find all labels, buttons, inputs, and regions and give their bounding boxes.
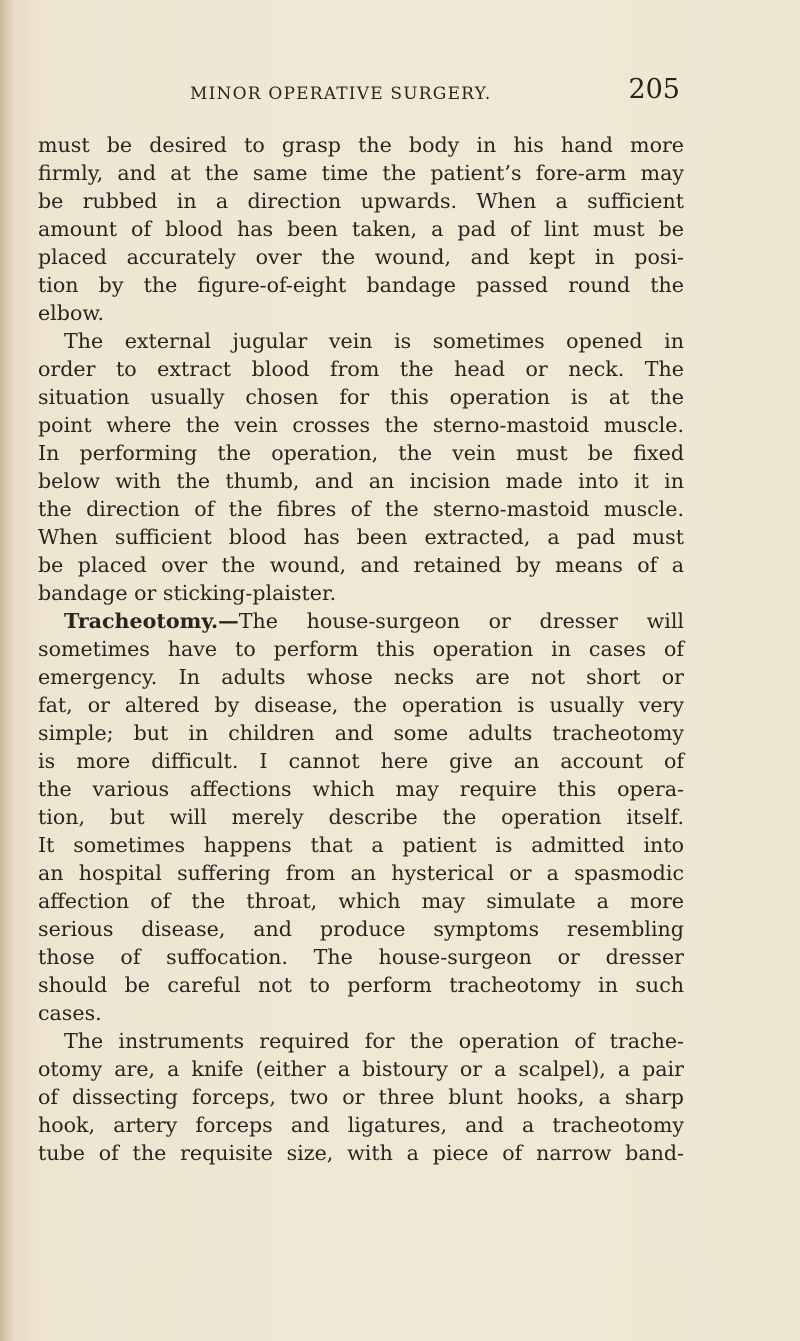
text-line: emergency. In adults whose necks are not short or xyxy=(38,665,684,689)
text-line: hook, artery forceps and ligatures, and a tracheotomy xyxy=(38,1113,684,1137)
text-line: be placed over the wound, and retained by means of a xyxy=(38,553,684,577)
text-line: It sometimes happens that a patient is admitted into xyxy=(38,833,684,857)
text-line: affection of the throat, which may simulate a more xyxy=(38,889,684,913)
paragraph-first-line: The instruments required for the operation of trache- xyxy=(64,1029,684,1053)
text-line: is more difficult. I cannot here give an account of xyxy=(38,749,684,773)
text-line: of dissecting forceps, two or three blunt hooks, a sharp xyxy=(38,1085,684,1109)
paragraph-first-line: The external jugular vein is sometimes opened in xyxy=(64,329,684,353)
text-line: an hospital suffering from an hysterical or a spasmodic xyxy=(38,861,684,885)
text-line: fat, or altered by disease, the operation is usually very xyxy=(38,693,684,717)
text-line: tube of the requisite size, with a piece of narrow band- xyxy=(38,1141,684,1165)
text-line: the various affections which may require this opera- xyxy=(38,777,684,801)
text-line: elbow. xyxy=(38,301,105,325)
text-line: below with the thumb, and an incision made into it in xyxy=(38,469,684,493)
section-heading: Tracheotomy.— xyxy=(64,609,239,633)
text-line: firmly, and at the same time the patient’s fore-arm may xyxy=(38,161,684,185)
binding-gutter-shadow xyxy=(0,0,14,1341)
text-line: In performing the operation, the vein must be fixed xyxy=(38,441,684,465)
text-line: those of suffocation. The house-surgeon or dresser xyxy=(38,945,684,969)
text-line: be rubbed in a direction upwards. When a sufficient xyxy=(38,189,684,213)
text-line: otomy are, a knife (either a bistoury or a scalpel), a pair xyxy=(38,1057,684,1081)
text-line: order to extract blood from the head or neck. The xyxy=(38,357,684,381)
text-line: cases. xyxy=(38,1001,102,1025)
text-line: placed accurately over the wound, and kept in posi- xyxy=(38,245,684,269)
text-line: the direction of the fibres of the sterno-mastoid muscle. xyxy=(38,497,684,521)
text-line: simple; but in children and some adults tracheotomy xyxy=(38,721,684,745)
text-line: tion by the figure-of-eight bandage passed round the xyxy=(38,273,684,297)
section-first-line xyxy=(64,607,684,635)
text-line: amount of blood has been taken, a pad of lint must be xyxy=(38,217,684,241)
section-first-line-text: The house-surgeon or dresser will xyxy=(238,609,684,633)
text-line: serious disease, and produce symptoms resembling xyxy=(38,917,684,941)
text-line: bandage or sticking-plaister. xyxy=(38,581,337,605)
text-line: sometimes have to perform this operation in cases of xyxy=(38,637,684,661)
text-line: should be careful not to perform tracheotomy in such xyxy=(38,973,684,997)
page-number: 205 xyxy=(628,74,680,105)
text-line: When sufficient blood has been extracted, a pad must xyxy=(38,525,684,549)
text-line: situation usually chosen for this operation is at the xyxy=(38,385,684,409)
text-line: point where the vein crosses the sterno-mastoid muscle. xyxy=(38,413,684,437)
text-line: must be desired to grasp the body in his hand more xyxy=(38,133,684,157)
running-head: MINOR OPERATIVE SURGERY. xyxy=(190,84,492,104)
text-line: tion, but will merely describe the operation itself. xyxy=(38,805,684,829)
page-header xyxy=(190,74,680,114)
